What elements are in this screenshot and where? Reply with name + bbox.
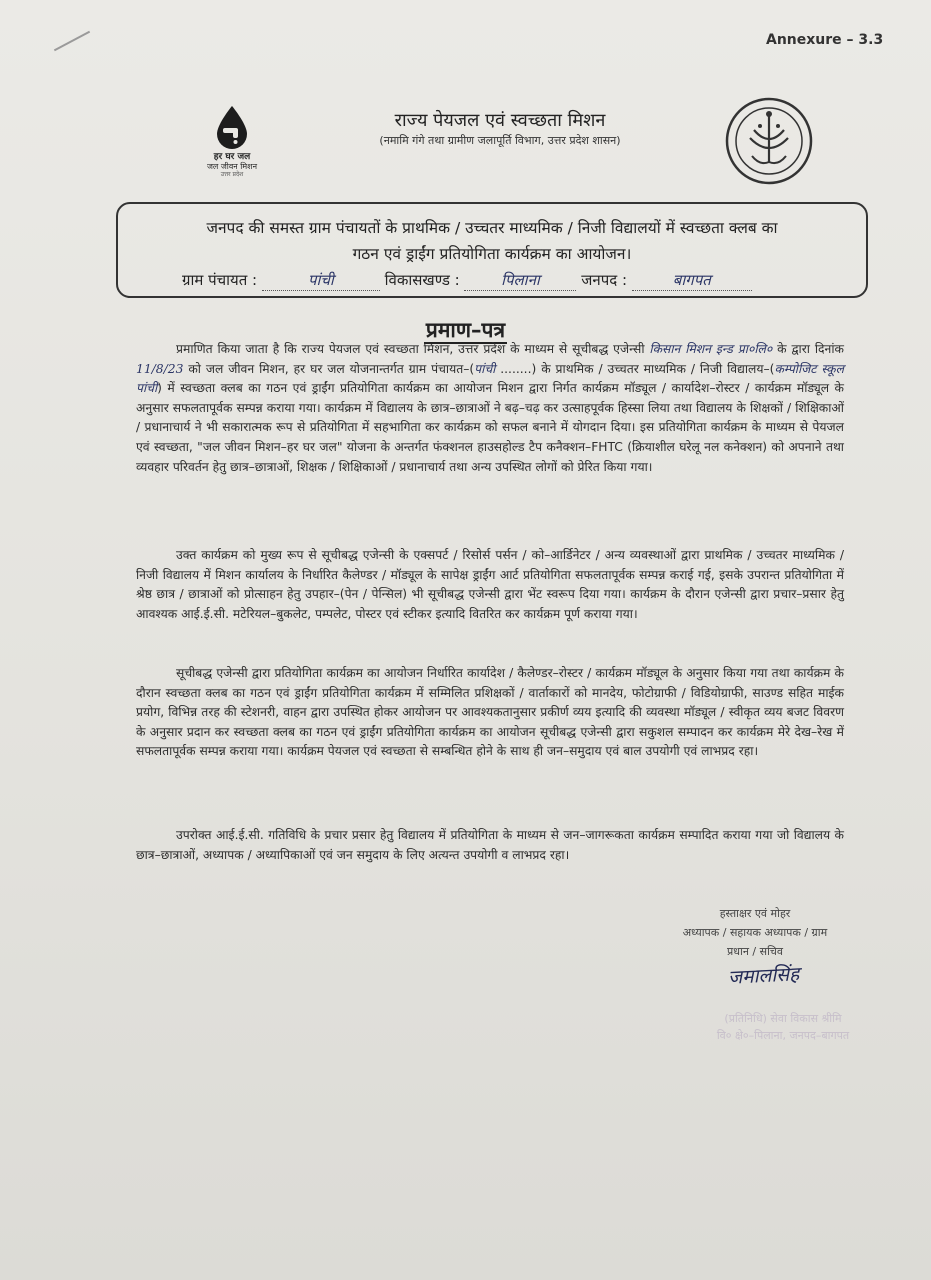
logo-text-state: उत्तर प्रदेश xyxy=(220,171,244,178)
header-subtitle: (नमामि गंगे तथा ग्रामीण जलापूर्ति विभाग, उत्तर प्रदेश शासन) xyxy=(379,134,621,147)
agency-name: किसान मिशन इन्ड xyxy=(649,342,733,356)
faded-stamp xyxy=(668,1010,898,1044)
signature-caption-2: अध्यापक / सहायक अध्यापक / ग्राम xyxy=(682,926,828,939)
subject-line-2: गठन एवं ड्राईंग प्रतियोगिता कार्यक्रम का आयोजन। xyxy=(352,245,632,263)
uttar-pradesh-emblem-icon xyxy=(724,96,814,186)
vikaskhand-label: विकासखण्ड : xyxy=(384,271,460,289)
vikaskhand-value: पिलाना xyxy=(464,270,576,291)
subject-fields xyxy=(182,270,752,291)
paragraph-1 xyxy=(136,340,844,477)
subject-line-1: जनपद की समस्त ग्राम पंचायतों के प्राथमिक / उच्चतर माध्यमिक / निजी विद्यालयों में स्वच्छता क्लब का xyxy=(206,219,778,237)
signature-block xyxy=(640,904,870,961)
handwritten-signature: जमालसिंह xyxy=(727,963,800,989)
water-drop-tap-icon xyxy=(213,104,251,150)
paragraph-2: उक्त कार्यक्रम को मुख्य रूप से सूचीबद्ध एजेन्सी के एक्सपर्ट / रिसोर्स पर्सन / को–आर्डिनेटर / अन्य व्यवस्थाओं द्वारा प्राथमिक / उच्चतर माध्यमिक / निजी विद्यालय में मिशन कार्यालय के निर्धारित कैलेण्डर / मॉड्यूल के सापेक्ष ड्राईंग आर्ट प्रतियोगिता सफलतापूर्वक सम्पन्न कराई गई, इसके उपरान्त प्रतियोगिता में श्रेष्ठ छात्र / छात्राओं को प्रोत्साहन हेतु उपहार–(पेन / पेन्सिल) भी सूचीबद्ध एजेन्सी द्वारा भेंट स्वरूप दिया गया। कार्यक्रम के दौरान एजेन्सी द्वारा प्रचार–प्रसार हेतु आवश्यक आई.ई.सी. मटेरियल–बुकलेट, पम्पलेट, पोस्टर एवं स्टीकर इत्यादि वितरित कर कार्यक्रम पूर्ण कराया गया। xyxy=(136,548,844,621)
janpad-label: जनपद : xyxy=(581,271,627,289)
stamp-line-1: (प्रतिनिधि) सेवा विकास श्रीमि xyxy=(724,1012,842,1025)
signature-caption-1: हस्ताक्षर एवं मोहर xyxy=(719,907,791,920)
para1-text-1: प्रमाणित किया जाता है कि राज्य पेयजल एवं स्वच्छता मिशन, उत्तर प्रदेश के माध्यम से सूचीबद्ध एजेन्सी xyxy=(176,342,645,356)
village-name: पांची xyxy=(474,361,496,376)
document-title: प्रमाण–पत्र xyxy=(425,318,506,342)
gram-panchayat-label: ग्राम पंचायत : xyxy=(182,271,258,289)
logo-text-har-ghar-jal: हर घर जल xyxy=(213,152,251,162)
gram-panchayat-value: पांची xyxy=(262,270,380,291)
jal-jeevan-mission-logo xyxy=(196,104,268,179)
page-mark xyxy=(54,31,90,52)
paragraph-4: उपरोक्त आई.ई.सी. गतिविधि के प्रचार प्रसार हेतु विद्यालय में प्रतियोगिता के माध्यम से जन–जागरूकता कार्यक्रम सम्पादित कराया गया जो विद्यालय के छात्र–छात्राओं, अध्यापक / अध्यापिकाओं एवं जन समुदाय के लिए अत्यन्त उपयोगी व लाभप्रद रहा। xyxy=(136,828,844,862)
para1-text-2: के द्वारा दिनांक xyxy=(777,342,844,356)
para1-text-5: ) में स्वच्छता क्लब का गठन एवं ड्राईंग प्रतियोगिता कार्यक्रम का आयोजन मिशन द्वारा निर्गत कार्यक्रम मॉड्यूल / कार्यादेश–रोस्टर / कार्यक्रम मॉड्यूल के अनुसार सफलतापूर्वक सम्पन्न कराया गया। कार्यक्रम में विद्यालय के छात्र–छात्राओं ने बढ़–चढ़ कर उत्साहपूर्वक हिस्सा लिया तथा विद्यालय के शिक्षकों / शिक्षिकाओं / प्रधानाचार्य ने भी सकारात्मक रूप से प्रतियोगिता में सहभागिता कर कार्यक्रम को सफल बनाने में योगदान दिया। इस प्रतियोगिता कार्यक्रम के माध्यम से पेयजल एवं स्वच्छता, "जल जीवन मिशन–हर घर जल" योजना के अन्तर्गत फंक्शनल हाउसहोल्ड टैप कनैक्शन–FHTC (क्रियाशील घरेलू नल कनेक्शन) को अपनाने तथा व्यवहार परिवर्तन हेतु छात्र–छात्राओं, शिक्षक / शिक्षिकाओं / प्रधानाचार्य तथा अन्य उपस्थित लोगों को प्रेरित किया गया। xyxy=(136,381,844,474)
header-title: राज्य पेयजल एवं स्वच्छता मिशन xyxy=(394,110,606,131)
para1-text-4: ........) के प्राथमिक / उच्चतर माध्यमिक / निजी विद्यालय–( xyxy=(500,361,775,376)
agency-name-suffix: प्रा०लि० xyxy=(737,342,773,356)
signature-caption-3: प्रधान / सचिव xyxy=(726,945,784,958)
janpad-value: बागपत xyxy=(632,270,752,291)
paragraph-3: सूचीबद्ध एजेन्सी द्वारा प्रतियोगिता कार्यक्रम का आयोजन निर्धारित कार्यादेश / कैलेण्डर–रोस्टर / कार्यक्रम मॉड्यूल के अनुसार किया गया तथा कार्यक्रम के दौरान स्वच्छता क्लब का गठन एवं ड्राईंग प्रतियोगिता कार्यक्रम में सम्मिलित प्रशिक्षकों / वार्ताकारों को मानदेय, फोटोग्राफी / विडियोग्राफी, साउण्ड सहित माईक प्रयोग, विभिन्न तरह की स्टेशनरी, वाहन द्वारा उपस्थित होकर आयोजन पर आवश्यकतानुसार प्रकीर्ण व्यय इत्यादि की व्यवस्था मॉड्यूल / स्वीकृत व्यय बजट विवरण के अनुसार प्रदान कर स्वच्छता क्लब का गठन एवं ड्राईंग प्रतियोगिता कार्यक्रम का आयोजन सूचीबद्ध एजेन्सी द्वारा सकुशल सम्पादन कर कार्यक्रम मेरे देख–रेख में सफलतापूर्वक सम्पन्न कराया गया। कार्यक्रम पेयजल एवं स्वच्छता से सम्बन्धित होने के साथ ही जन–समुदाय एवं बाल उपयोगी एवं लाभप्रद रहा। xyxy=(136,666,844,759)
stamp-line-2: वि० क्षे०–पिलाना, जनपद–बागपत xyxy=(716,1029,850,1042)
logo-text-mission: जल जीवन मिशन xyxy=(206,162,258,171)
para1-text-3: को जल जीवन मिशन, हर घर जल योजनान्तर्गत ग्राम पंचायत–( xyxy=(188,361,475,376)
subject-box xyxy=(116,202,868,298)
annexure-label: Annexure – 3.3 xyxy=(766,32,884,48)
program-date: 11/8/23 xyxy=(136,361,184,376)
school-name: कम्पोजिट स्कूल पांची xyxy=(136,361,844,396)
